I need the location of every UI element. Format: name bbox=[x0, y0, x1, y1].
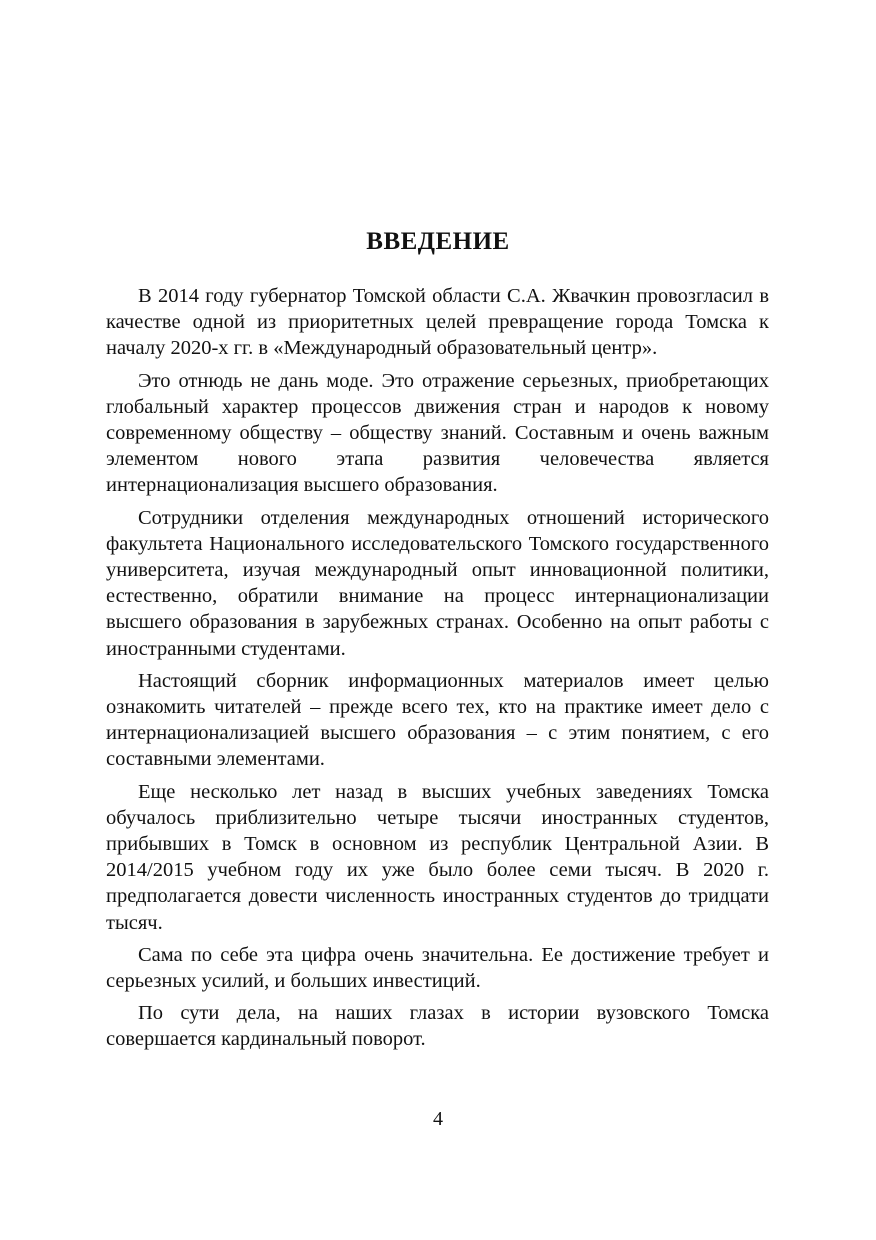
page-number: 4 bbox=[433, 1108, 443, 1130]
paragraph-3: Сотрудники отделения международных отношений исторического факультета Национального исследовательского Томского государственного университета, изучая международный опыт инновационной политики, естественно, обратили внимание на процесс интернационализации высшего образования в зарубежных странах. Особенно на опыт работы с иностранными студентами. bbox=[106, 506, 769, 660]
paragraph-7: По сути дела, на наших глазах в истории вузовского Томска совершается кардинальный поворот. bbox=[106, 1002, 769, 1051]
page-title: ВВЕДЕНИЕ bbox=[366, 228, 510, 255]
paragraph-4: Настоящий сборник информационных материалов имеет целью ознакомить читателей – прежде всего тех, кто на практике имеет дело с интернационализацией высшего образования – с этим понятием, с его составными элементами. bbox=[106, 669, 769, 771]
paragraph-5: Еще несколько лет назад в высших учебных заведениях Томска обучалось приблизительно четыре тысячи иностранных студентов, прибывших в Томск в основном из республик Центральной Азии. В 2014/2015 учебном году их уже было более семи тысяч. В 2020 г. предполагается довести численность иностранных студентов до тридцати тысяч. bbox=[106, 780, 769, 934]
paragraph-1: В 2014 году губернатор Томской области С.А. Жвачкин провозгласил в качестве одной из приоритетных целей превращение города Томска к началу 2020-х гг. в «Международный образовательный центр». bbox=[106, 285, 769, 360]
paragraph-6: Сама по себе эта цифра очень значительна. Ее достижение требует и серьезных усилий, и больших инвестиций. bbox=[106, 943, 769, 993]
body-text bbox=[106, 283, 769, 1053]
paragraph-2: Это отнюдь не дань моде. Это отражение серьезных, приобретающих глобальный характер процессов движения стран и народов к новому современному обществу – обществу знаний. Составным и очень важным элементом нового этапа развития человечества является интернационализация высшего образования. bbox=[106, 369, 769, 497]
